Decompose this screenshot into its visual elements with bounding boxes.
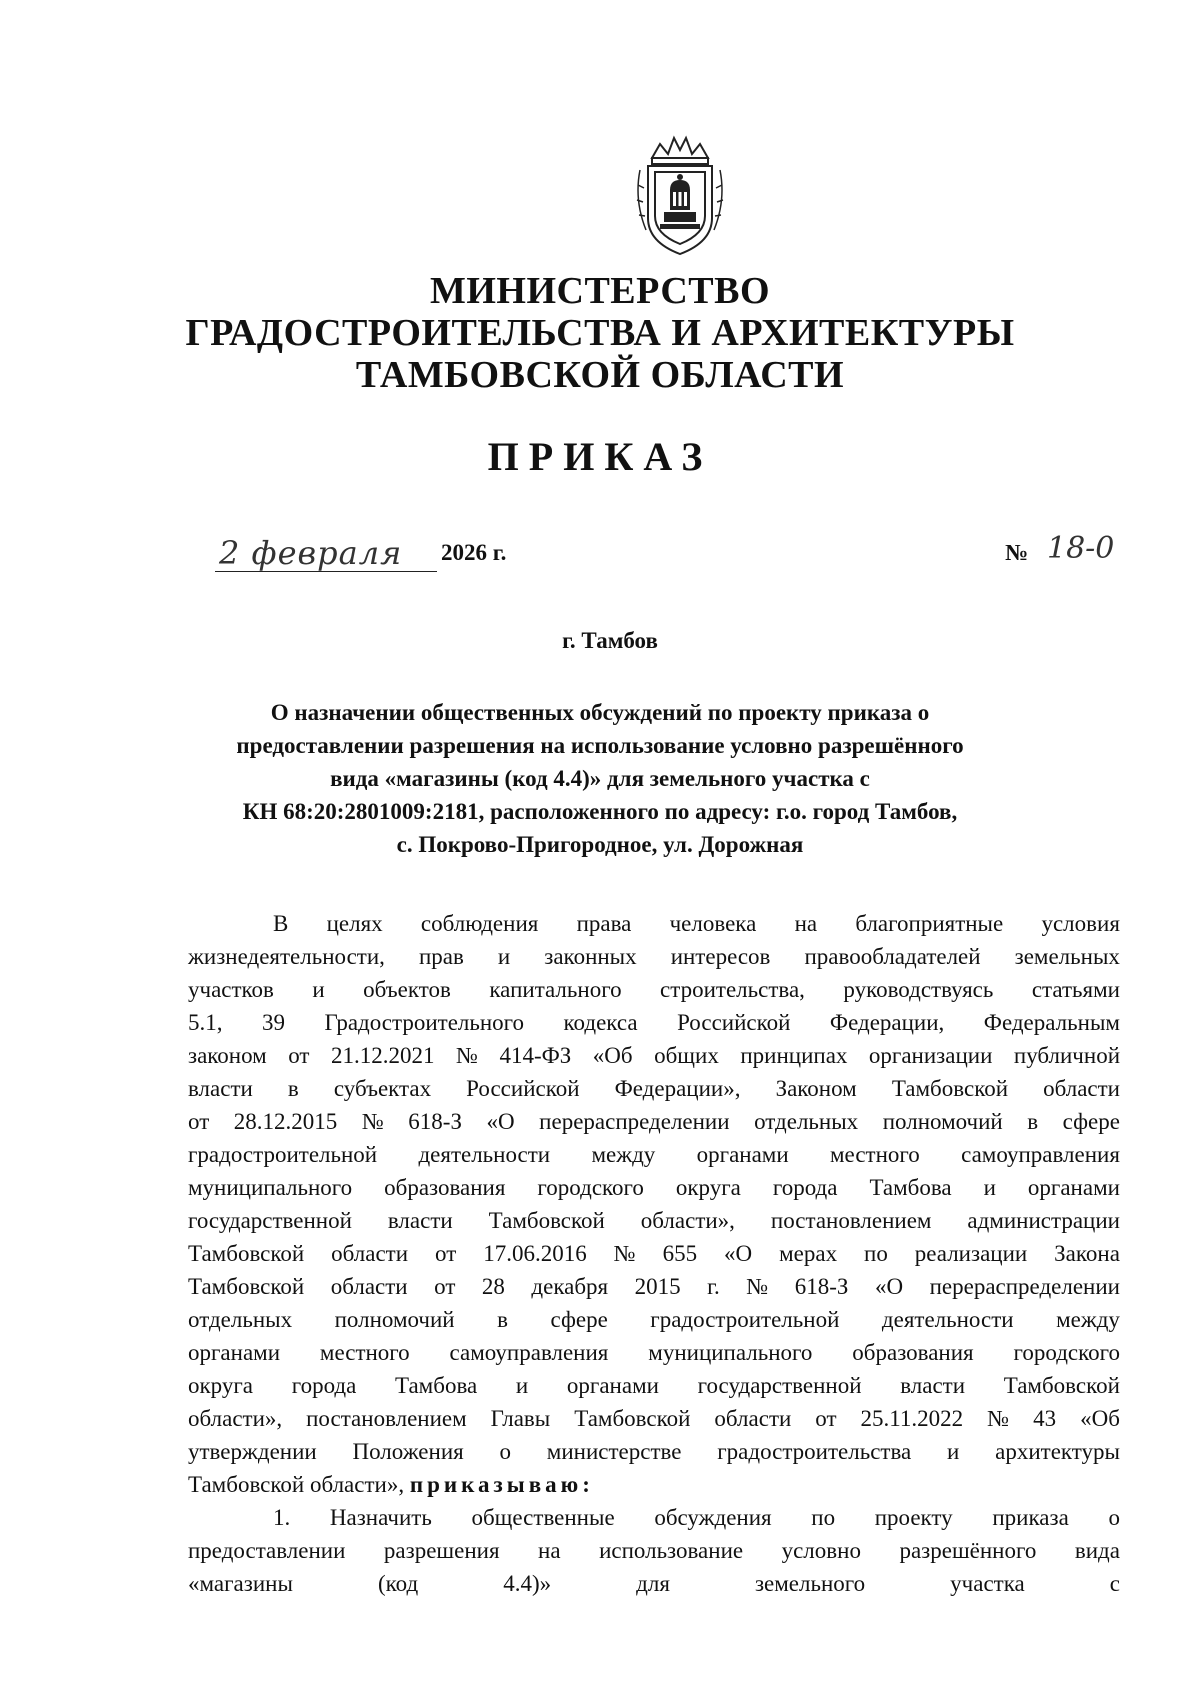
word: № xyxy=(613,1241,636,1266)
word: полномочий xyxy=(882,1109,1003,1134)
word: 618-З xyxy=(408,1109,462,1134)
body-line xyxy=(188,1468,1120,1501)
word: мерах xyxy=(779,1241,838,1266)
word: и xyxy=(515,1373,529,1398)
word: самоуправления xyxy=(961,1142,1120,1167)
word: постановлением xyxy=(770,1208,932,1233)
word: органами xyxy=(188,1340,281,1365)
document-year: 2026 г. xyxy=(441,540,507,565)
word: на xyxy=(538,1538,561,1563)
word: по xyxy=(811,1505,836,1530)
body-line xyxy=(188,973,1120,1006)
word: образования xyxy=(384,1175,506,1200)
word: капитального xyxy=(489,977,622,1002)
word: использование xyxy=(599,1538,744,1563)
word: округа xyxy=(188,1373,254,1398)
tambov-coat-of-arms-icon xyxy=(630,130,730,260)
word: государственной xyxy=(697,1373,862,1398)
word: сфере xyxy=(1062,1109,1120,1134)
word: реализации xyxy=(914,1241,1028,1266)
handwritten-number: 18-0 xyxy=(1047,531,1115,566)
word: от xyxy=(188,1109,210,1134)
ministry-line: ТАМБОВСКОЙ ОБЛАСТИ xyxy=(355,354,845,396)
word: государственной xyxy=(188,1208,352,1233)
word: от xyxy=(435,1241,457,1266)
word: 655 xyxy=(662,1241,698,1266)
ministry-line: ГРАДОСТРОИТЕЛЬСТВА И АРХИТЕКТУРЫ xyxy=(185,312,1015,354)
word: условно xyxy=(781,1538,861,1563)
word: Тамбовской xyxy=(1003,1373,1120,1398)
word: благоприятные xyxy=(855,911,1004,936)
document-body xyxy=(188,907,1120,1600)
word: отдельных xyxy=(754,1109,859,1134)
word: № xyxy=(987,1406,1010,1431)
word: Главы xyxy=(490,1406,551,1431)
body-line xyxy=(188,907,1120,940)
title-line: КН 68:20:2801009:2181, расположенного по адресу: г.о. город Тамбов, xyxy=(242,799,958,824)
word: разрешённого xyxy=(899,1538,1037,1563)
word: строительства, xyxy=(660,977,805,1002)
document-type-heading: ПРИКАЗ xyxy=(487,434,713,479)
word: области xyxy=(330,1274,408,1299)
word: от xyxy=(288,1043,310,1068)
word: для xyxy=(636,1571,670,1596)
word: в xyxy=(287,1076,299,1101)
word: руководствуясь xyxy=(843,977,994,1002)
number-label: № xyxy=(1005,540,1029,565)
item-1-line xyxy=(188,1567,1120,1600)
word: жизнедеятельности, xyxy=(188,944,385,969)
city-line: г. Тамбов xyxy=(562,628,658,653)
body-line xyxy=(188,1072,1120,1105)
word: № xyxy=(746,1274,769,1299)
word: 414-ФЗ xyxy=(499,1043,572,1068)
word: и xyxy=(947,1439,960,1464)
word: между xyxy=(591,1142,656,1167)
word: «Об xyxy=(1080,1406,1120,1431)
word: местного xyxy=(319,1340,410,1365)
word: проекту xyxy=(874,1505,953,1530)
word: перераспределении xyxy=(929,1274,1120,1299)
word: 28.12.2015 xyxy=(233,1109,338,1134)
word: власти xyxy=(900,1373,966,1398)
word: интересов xyxy=(670,944,771,969)
word: 25.11.2022 xyxy=(860,1406,964,1431)
word: Положения xyxy=(352,1439,464,1464)
word: 5.1, xyxy=(188,1010,223,1035)
word: Тамбовской xyxy=(891,1076,1009,1101)
word: деятельности xyxy=(418,1142,551,1167)
word: местного xyxy=(830,1142,920,1167)
word: Градостроительного xyxy=(324,1010,525,1035)
word: области», xyxy=(640,1208,735,1233)
word: «О xyxy=(874,1274,904,1299)
word: Тамбова xyxy=(869,1175,952,1200)
word: постановлением xyxy=(306,1406,467,1431)
word: Российской xyxy=(466,1076,580,1101)
word: администрации xyxy=(967,1208,1120,1233)
word: 21.12.2021 xyxy=(330,1043,435,1068)
word: Законом xyxy=(775,1076,857,1101)
word: и xyxy=(983,1175,996,1200)
word: статьями xyxy=(1031,977,1120,1002)
word: города xyxy=(291,1373,357,1398)
word: разрешения xyxy=(383,1538,500,1563)
word: области xyxy=(714,1406,792,1431)
item-1-line xyxy=(188,1501,1120,1534)
word: прав xyxy=(418,944,464,969)
word: приказа xyxy=(992,1505,1069,1530)
word: муниципального xyxy=(188,1175,353,1200)
body-line xyxy=(188,1303,1120,1336)
item-1-line xyxy=(188,1534,1120,1567)
word: Федеральным xyxy=(983,1010,1120,1035)
word: архитектуры xyxy=(995,1439,1120,1464)
word: участков xyxy=(188,977,274,1002)
body-line xyxy=(188,1270,1120,1303)
word: органами xyxy=(1027,1175,1120,1200)
body-line xyxy=(188,1105,1120,1138)
word: утверждении xyxy=(188,1439,317,1464)
word: образования xyxy=(852,1340,974,1365)
date-number-row xyxy=(215,531,1120,585)
word: Тамбовской xyxy=(188,1241,305,1266)
title-line: с. Покрово-Пригородное, ул. Дорожная xyxy=(396,832,804,857)
title-line: вида «магазины (код 4.4)» для земельного участка с xyxy=(330,766,870,791)
word: самоуправления xyxy=(449,1340,609,1365)
order-verb: приказываю: xyxy=(409,1472,594,1497)
word: сфере xyxy=(550,1307,608,1332)
word: о xyxy=(1108,1505,1120,1530)
word: градостроительства xyxy=(717,1439,912,1464)
word: правообладателей xyxy=(804,944,981,969)
word: № xyxy=(455,1043,478,1068)
word: законных xyxy=(544,944,637,969)
word: и xyxy=(497,944,511,969)
word: деятельности xyxy=(881,1307,1014,1332)
body-line xyxy=(188,1336,1120,1369)
word: министерстве xyxy=(546,1439,682,1464)
ministry-name xyxy=(0,270,1200,396)
word: от xyxy=(434,1274,456,1299)
word: «О xyxy=(486,1109,515,1134)
word: в xyxy=(497,1307,508,1332)
word: Закона xyxy=(1054,1241,1120,1266)
body-line xyxy=(188,1039,1120,1072)
word: 39 xyxy=(261,1010,285,1035)
document-title xyxy=(0,696,1200,861)
title-line: О назначении общественных обсуждений по проекту приказа о xyxy=(270,700,930,725)
word: целях xyxy=(326,911,383,936)
word: Тамбовской xyxy=(488,1208,605,1233)
word: условия xyxy=(1041,911,1120,936)
word: полномочий xyxy=(334,1307,455,1332)
word: Федерации», xyxy=(614,1076,741,1101)
word: декабря xyxy=(531,1274,609,1299)
word: публичной xyxy=(1013,1043,1120,1068)
word: 43 xyxy=(1033,1406,1057,1431)
word: «Об xyxy=(592,1043,633,1068)
body-line xyxy=(188,1204,1120,1237)
word: Назначить xyxy=(329,1505,432,1530)
word: субъектах xyxy=(333,1076,432,1101)
word: 1. xyxy=(273,1505,291,1530)
body-line xyxy=(188,1402,1120,1435)
word: участка xyxy=(950,1571,1025,1596)
word: города xyxy=(772,1175,838,1200)
word: Тамбовской xyxy=(574,1406,691,1431)
word: земельного xyxy=(754,1571,866,1596)
word: перераспределении xyxy=(539,1109,730,1134)
word: человека xyxy=(669,911,757,936)
word: кодекса xyxy=(563,1010,638,1035)
word: Тамбовской xyxy=(188,1274,305,1299)
body-line xyxy=(188,1237,1120,1270)
word: городского xyxy=(1013,1340,1120,1365)
word: земельных xyxy=(1014,944,1120,969)
body-line xyxy=(188,1138,1120,1171)
body-line xyxy=(188,1171,1120,1204)
word: 4.4)» xyxy=(503,1571,552,1596)
word: городского xyxy=(537,1175,644,1200)
word: права xyxy=(576,911,632,936)
word: о xyxy=(499,1439,511,1464)
word: в xyxy=(1027,1109,1039,1134)
word: органами xyxy=(566,1373,659,1398)
word: округа xyxy=(675,1175,741,1200)
word: власти xyxy=(387,1208,453,1233)
word: «О xyxy=(724,1241,753,1266)
word: на xyxy=(794,911,818,936)
word: Российской xyxy=(677,1010,791,1035)
word: 17.06.2016 xyxy=(483,1241,587,1266)
word: 2015 xyxy=(634,1274,681,1299)
word: Тамбова xyxy=(395,1373,478,1398)
word: градостроительной xyxy=(650,1307,840,1332)
word: и xyxy=(312,977,325,1002)
word: В xyxy=(273,911,289,936)
word: с xyxy=(1109,1571,1120,1596)
word: г. xyxy=(707,1274,720,1299)
word: № xyxy=(361,1109,384,1134)
word: области xyxy=(1043,1076,1120,1101)
body-line-text: Тамбовской области», xyxy=(188,1472,405,1497)
word: муниципального xyxy=(648,1340,813,1365)
handwritten-date: 2 февраля xyxy=(215,535,437,572)
word: органами xyxy=(696,1142,789,1167)
word: принципах xyxy=(740,1043,848,1068)
word: отдельных xyxy=(188,1307,293,1332)
word: законом xyxy=(188,1043,267,1068)
word: «магазины xyxy=(188,1571,293,1596)
word: власти xyxy=(188,1076,253,1101)
word: градостроительной xyxy=(188,1142,378,1167)
body-line xyxy=(188,1369,1120,1402)
body-line xyxy=(188,1435,1120,1468)
word: вида xyxy=(1074,1538,1120,1563)
body-line xyxy=(188,1006,1120,1039)
ministry-line: МИНИСТЕРСТВО xyxy=(429,270,771,312)
word: объектов xyxy=(363,977,451,1002)
word: 28 xyxy=(481,1274,505,1299)
word: области», xyxy=(188,1406,283,1431)
word: по xyxy=(864,1241,888,1266)
word: области xyxy=(331,1241,409,1266)
word: Федерации, xyxy=(829,1010,945,1035)
word: между xyxy=(1056,1307,1120,1332)
word: (код xyxy=(377,1571,419,1596)
word: предоставлении xyxy=(188,1538,346,1563)
word: от xyxy=(815,1406,837,1431)
word: соблюдения xyxy=(420,911,539,936)
word: общих xyxy=(654,1043,719,1068)
title-line: предоставлении разрешения на использование условно разрешённого xyxy=(236,733,964,758)
body-line xyxy=(188,940,1120,973)
word: организации xyxy=(868,1043,993,1068)
word: 618-З xyxy=(794,1274,849,1299)
word: обсуждения xyxy=(654,1505,772,1530)
word: общественные xyxy=(471,1505,615,1530)
